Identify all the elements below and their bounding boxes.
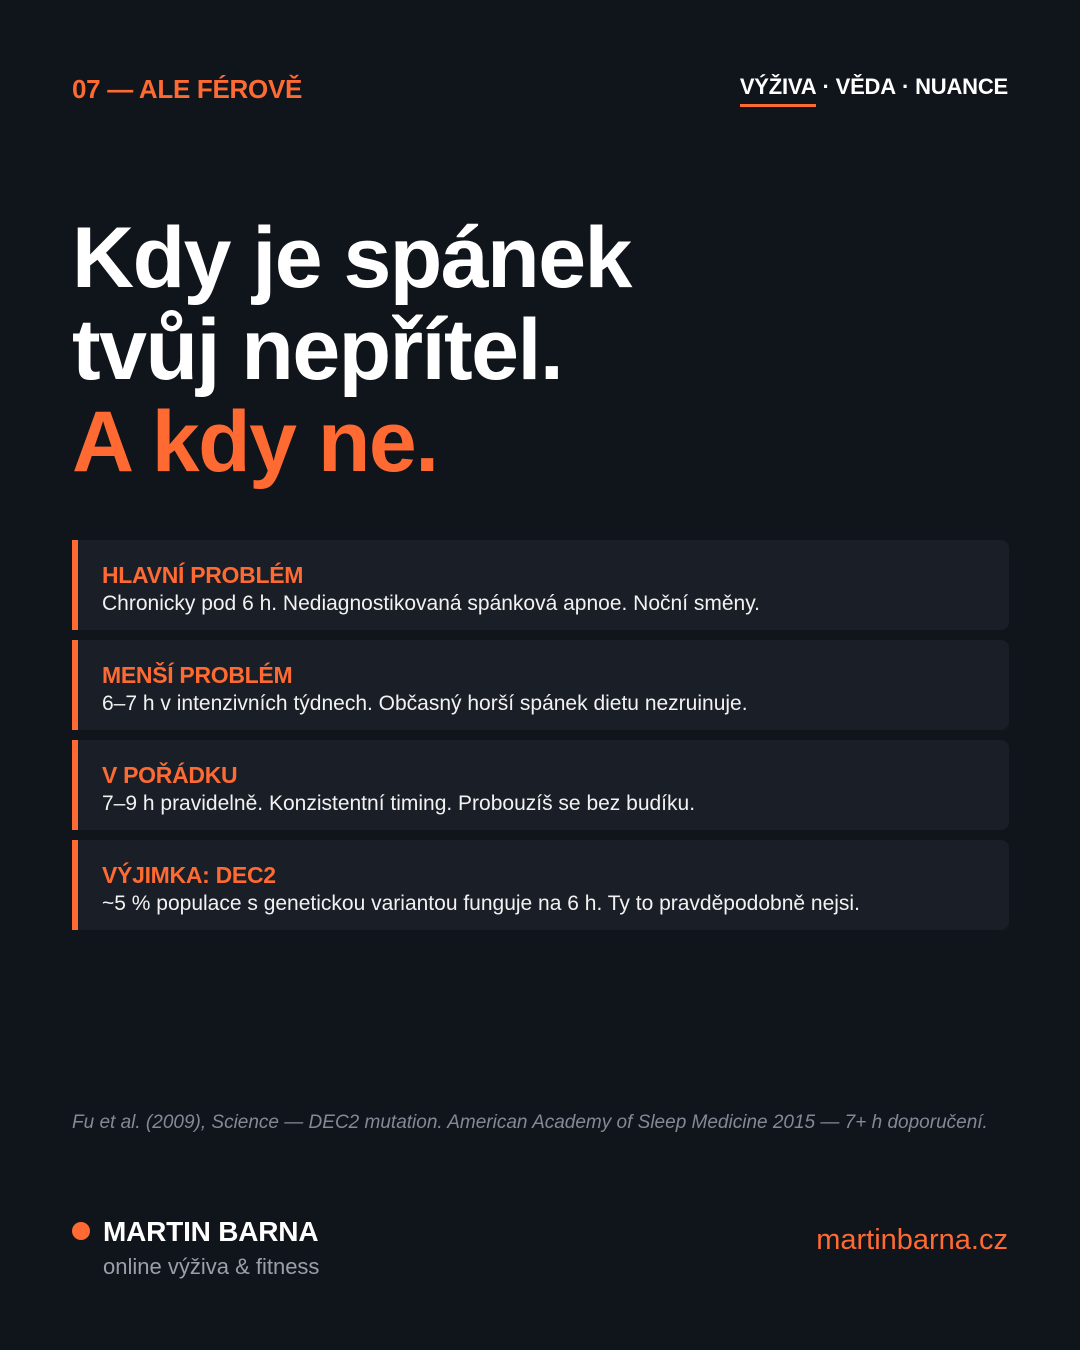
headline [72,212,631,488]
headline-accent-line: A kdy ne. [72,394,438,490]
card-text: 7–9 h pravidelně. Konzistentní timing. Probouzíš se bez budíku. [102,792,696,815]
card-ok [72,740,1009,830]
card-label: V POŘÁDKU [102,762,238,788]
author-name: MARTIN BARNA [103,1216,319,1247]
headline-line-2: tvůj nepřítel. [72,302,563,398]
topic-tags [740,74,1008,107]
card-text: Chronicky pod 6 h. Nediagnostikovaná spánková apnoe. Noční směny. [102,592,761,615]
card-main-problem [72,540,1009,630]
topic-separator: · [822,74,830,99]
brand-dot-icon [72,1222,90,1240]
topic-tag-veda: VĚDA [835,74,896,99]
topic-separator: · [901,74,910,99]
card-exception-dec2 [72,840,1009,930]
topic-tag-vyziva: VÝŽIVA [740,74,817,107]
website-link[interactable]: martinbarna.cz [816,1224,1008,1256]
card-minor-problem [72,640,1009,730]
author-tagline: online výživa & fitness [103,1254,320,1279]
sleep-category-list [72,540,1009,940]
source-citation: Fu et al. (2009), Science — DEC2 mutation. American Academy of Sleep Medicine 2015 — 7+ h doporučení. [72,1112,988,1133]
card-label: MENŠÍ PROBLÉM [102,662,293,688]
headline-line-1: Kdy je spánek [72,210,631,306]
topic-tag-nuance: NUANCE [915,74,1008,99]
card-text: 6–7 h v intenzivních týdnech. Občasný horší spánek dietu nezruinuje. [102,692,748,715]
card-label: HLAVNÍ PROBLÉM [102,562,304,588]
card-text: ~5 % populace s genetickou variantou funguje na 6 h. Ty to pravděpodobně nejsi. [102,892,860,915]
series-label: 07 — ALE FÉROVĚ [72,74,303,104]
card-label: VÝJIMKA: DEC2 [102,862,276,888]
